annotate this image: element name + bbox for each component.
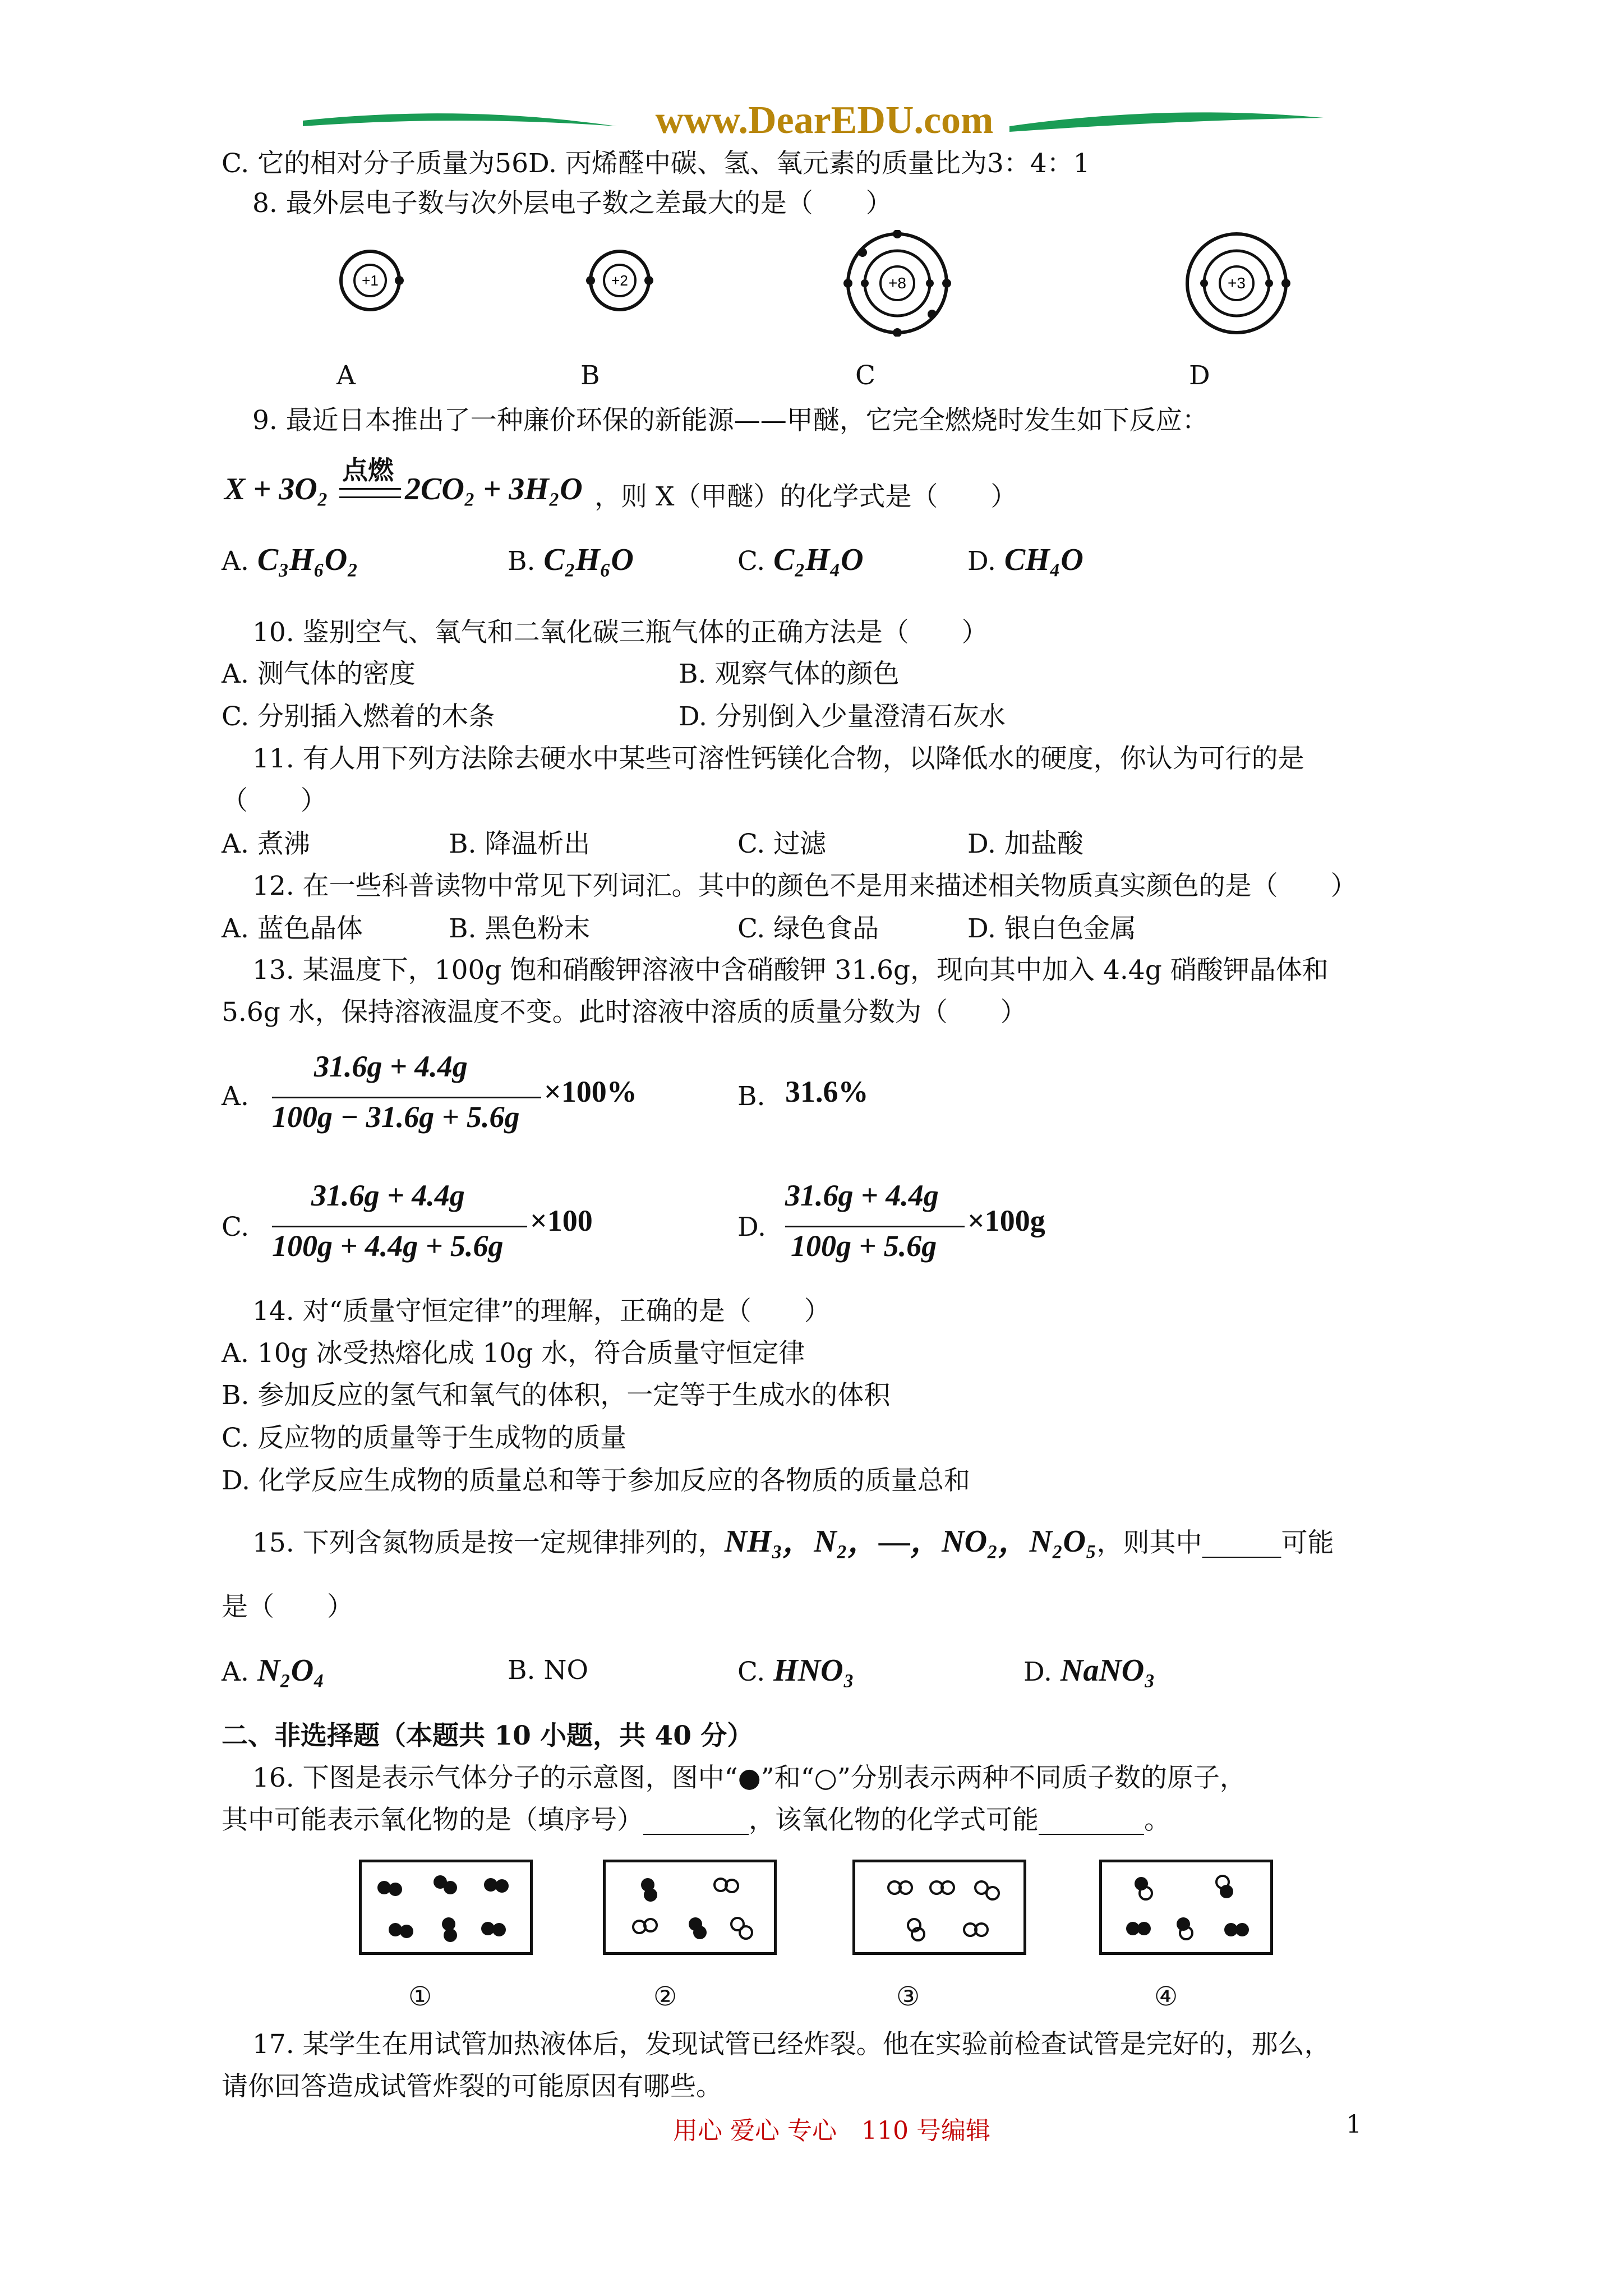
- q15-text-post: ，则其中______可能: [1096, 1527, 1334, 1558]
- molecule-box-1: [359, 1860, 533, 1955]
- q7-option-c-line: C. 它的相对分子质量为56D. 丙烯醛中碳、氢、氧元素的质量比为3：4：1: [222, 148, 1090, 179]
- q17-question: 17. 某学生在用试管加热液体后，发现试管已经炸裂。他在实验前检查试管是完好的，那么，: [252, 2029, 1331, 2060]
- q11-option-d: D. 加盐酸: [967, 829, 1083, 859]
- q13-question: 13. 某温度下，100g 饱和硝酸钾溶液中含硝酸钾 31.6g，现向其中加入 4.4g 硝酸钾晶体和: [252, 955, 1329, 986]
- q12-option-d: D. 银白色金属: [967, 913, 1136, 944]
- atom-diagram-b: [583, 247, 656, 314]
- q14-option-d: D. 化学反应生成物的质量总和等于参加反应的各物质的质量总和: [222, 1465, 970, 1496]
- molecule-label-1: ①: [408, 1981, 432, 2012]
- atom-label-b: B: [580, 360, 600, 391]
- atom-diagram-a: [336, 247, 404, 314]
- q13-d-multiplier: ×100g: [967, 1204, 1045, 1237]
- q15-sequence: NH₃，N₂，—，NO₂，N₂O₅: [724, 1524, 1097, 1559]
- q15-question: [252, 1525, 1334, 1560]
- q9-option-c: C. C₂H₄O: [737, 542, 864, 577]
- reaction-condition: 点燃: [342, 455, 394, 485]
- q13-d-numerator: 31.6g + 4.4g: [785, 1179, 939, 1212]
- q13-a-numerator: 31.6g + 4.4g: [314, 1050, 468, 1083]
- equation-left: X + 3O₂: [224, 472, 329, 507]
- q13-question-cont: 5.6g 水，保持溶液温度不变。此时溶液中溶质的质量分数为（ ）: [222, 997, 1027, 1028]
- q13-b-value: 31.6%: [785, 1075, 869, 1108]
- q9-option-b: B. C₂H₆O: [508, 542, 634, 577]
- q16-question-cont: 其中可能表示氧化物的是（填序号）________，该氧化物的化学式可能________。: [222, 1805, 1170, 1835]
- q11-option-a: A. 煮沸: [222, 829, 310, 859]
- q9-option-a: A. C₃H₆O₂: [222, 542, 358, 577]
- q12-option-b: B. 黑色粉末: [449, 913, 591, 944]
- q12-question: 12. 在一些科普读物中常见下列词汇。其中的颜色不是用来描述相关物质真实颜色的是（ ）: [252, 871, 1357, 901]
- q13-d-fraction-bar: [785, 1226, 965, 1227]
- q10-question: 10. 鉴别空气、氧气和二氧化碳三瓶气体的正确方法是（ ）: [252, 617, 988, 648]
- q10-option-c: C. 分别插入燃着的木条: [222, 701, 495, 732]
- q15-option-c: C. HNO₃: [737, 1653, 855, 1688]
- site-name: www.DearEDU.com: [655, 99, 994, 142]
- q13-a-multiplier: ×100%: [544, 1075, 637, 1108]
- q13-option-c-label: C.: [222, 1212, 250, 1243]
- q10-option-d: D. 分别倒入少量澄清石灰水: [679, 701, 1006, 732]
- q10-option-b: B. 观察气体的颜色: [679, 659, 900, 689]
- page-number: 1: [1346, 2110, 1362, 2139]
- q11-question-cont: （ ）: [222, 785, 327, 816]
- q13-c-fraction-bar: [272, 1226, 527, 1227]
- reaction-equals: [339, 488, 401, 498]
- q15-option-a: A. N₂O₄: [222, 1653, 325, 1688]
- q15-question-cont: 是（ ）: [222, 1591, 353, 1622]
- header-banner: [303, 101, 1324, 146]
- q14-option-b: B. 参加反应的氢气和氧气的体积，一定等于生成水的体积: [222, 1380, 891, 1411]
- q13-option-a-label: A.: [222, 1081, 249, 1112]
- q11-question: 11. 有人用下列方法除去硬水中某些可溶性钙镁化合物，以降低水的硬度，你认为可行的是: [252, 743, 1304, 774]
- q10-option-a: A. 测气体的密度: [222, 659, 416, 689]
- q13-option-b-label: B.: [737, 1081, 766, 1112]
- molecule-label-3: ③: [896, 1981, 920, 2012]
- q13-c-multiplier: ×100: [530, 1204, 593, 1237]
- q14-question: 14. 对“质量守恒定律”的理解，正确的是（ ）: [252, 1296, 831, 1327]
- q13-option-d-label: D.: [737, 1212, 766, 1243]
- molecule-box-4: [1099, 1860, 1273, 1955]
- q16-question: 16. 下图是表示气体分子的示意图，图中“●”和“○”分别表示两种不同质子数的原子，: [252, 1763, 1246, 1793]
- banner-swoosh-right: [1009, 109, 1324, 143]
- atom-label-c: C: [855, 360, 875, 391]
- footer-editor-note: 用心 爱心 专心 110 号编辑: [673, 2116, 990, 2145]
- molecule-label-4: ④: [1154, 1981, 1178, 2012]
- q8-question: 8. 最外层电子数与次外层电子数之差最大的是（ ）: [252, 188, 892, 219]
- svg-text:+8: +8: [888, 274, 906, 292]
- svg-text:+1: +1: [362, 272, 379, 289]
- q13-c-denominator: 100g + 4.4g + 5.6g: [272, 1229, 504, 1263]
- atom-label-d: D: [1189, 360, 1210, 391]
- equation-suffix: ，则 X（甲醚）的化学式是（ ）: [594, 481, 1017, 512]
- q13-a-fraction-bar: [272, 1097, 541, 1098]
- atom-diagram-c: [841, 230, 953, 337]
- q14-option-c: C. 反应物的质量等于生成物的质量: [222, 1423, 627, 1453]
- q12-option-a: A. 蓝色晶体: [222, 913, 363, 944]
- q15-option-b: B. NO: [508, 1655, 589, 1686]
- q13-a-denominator: 100g − 31.6g + 5.6g: [272, 1100, 520, 1134]
- molecule-box-2: [603, 1860, 777, 1955]
- q13-c-numerator: 31.6g + 4.4g: [311, 1179, 465, 1212]
- q9-equation: [224, 454, 1122, 516]
- molecule-label-2: ②: [653, 1981, 677, 2012]
- banner-swoosh-left: [303, 109, 617, 143]
- equation-right: 2CO₂ + 3H₂O: [405, 472, 583, 507]
- q12-option-c: C. 绿色食品: [737, 913, 879, 944]
- q13-d-denominator: 100g + 5.6g: [791, 1229, 937, 1263]
- section-2-heading: 二、非选择题（本题共 10 小题，共 40 分）: [222, 1720, 754, 1751]
- q9-question: 9. 最近日本推出了一种廉价环保的新能源——甲醚，它完全燃烧时发生如下反应：: [252, 405, 1209, 436]
- q17-question-cont: 请你回答造成试管炸裂的可能原因有哪些。: [222, 2071, 722, 2102]
- molecule-box-3: [852, 1860, 1026, 1955]
- q11-option-c: C. 过滤: [737, 829, 827, 859]
- q15-option-d: D. NaNO₃: [1023, 1653, 1155, 1688]
- q11-option-b: B. 降温析出: [449, 829, 591, 859]
- q9-option-d: D. CH₄O: [967, 542, 1083, 577]
- q14-option-a: A. 10g 冰受热熔化成 10g 水，符合质量守恒定律: [222, 1338, 805, 1369]
- q15-text-pre: 15. 下列含氮物质是按一定规律排列的，: [252, 1527, 725, 1558]
- atom-diagram-d: [1181, 230, 1293, 337]
- atom-label-a: A: [336, 360, 356, 391]
- svg-text:+2: +2: [611, 272, 628, 289]
- svg-text:+3: +3: [1228, 274, 1246, 292]
